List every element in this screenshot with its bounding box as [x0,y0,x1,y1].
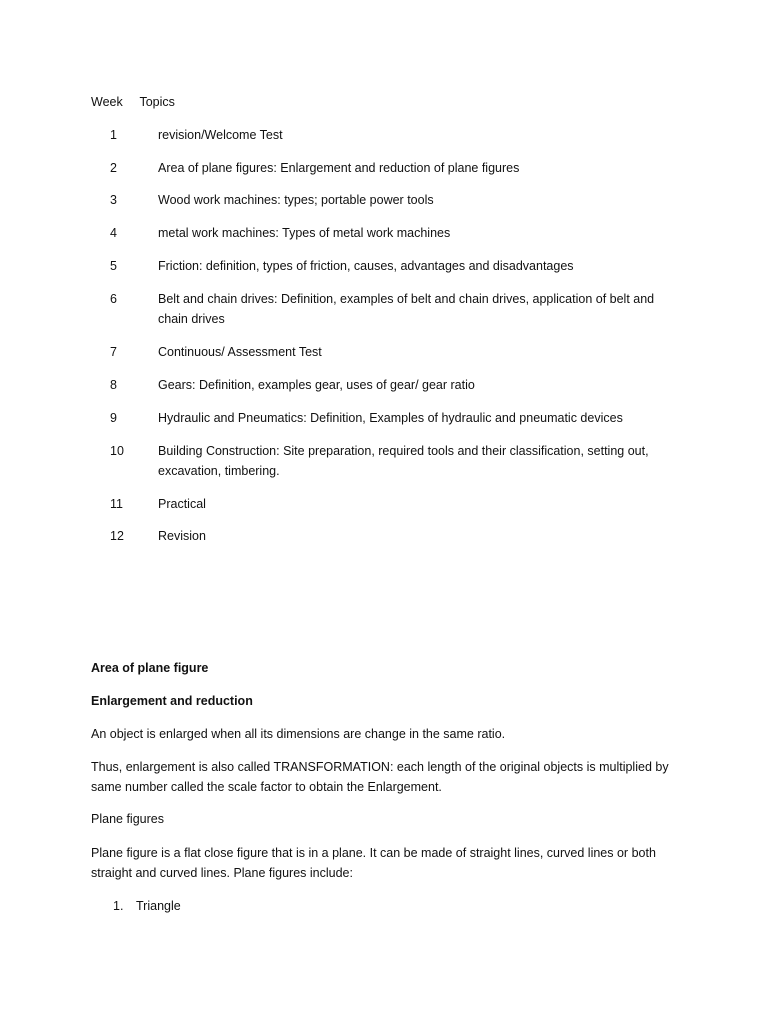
list-item-text: Triangle [136,899,181,913]
week-topic: Hydraulic and Pneumatics: Definition, Examples of hydraulic and pneumatic devices [158,411,623,425]
week-topic: Building Construction: Site preparation, required tools and their classification, setting out, excavation, timbering. [158,444,649,478]
week-number: 7 [110,345,117,359]
section-subheading: Enlargement and reduction [91,694,253,708]
week-topic: Friction: definition, types of friction, causes, advantages and disadvantages [158,259,574,273]
week-number: 3 [110,193,117,207]
paragraph: An object is enlarged when all its dimensions are change in the same ratio. [91,727,506,741]
week-number: 1 [110,128,117,142]
week-topic: Belt and chain drives: Definition, examples of belt and chain drives, application of belt and chain drives [158,292,655,326]
week-number: 5 [110,259,117,273]
list-item [113,896,181,916]
week-number: 8 [110,378,117,392]
week-topic: Practical [158,497,206,511]
section-heading: Area of plane figure [91,661,209,675]
week-number: 10 [110,444,124,458]
paragraph: Plane figure is a flat close figure that is in a plane. It can be made of straight lines, curved lines or both straight and curved lines. Plane figures include: [91,846,656,880]
week-topic: Revision [158,529,206,543]
week-topic: Wood work machines: types; portable power tools [158,193,434,207]
list-item-number: 1. [113,899,124,913]
week-number: 9 [110,411,117,425]
week-topic: revision/Welcome Test [158,128,283,142]
topics-column-header: Topics [139,95,175,109]
week-number: 12 [110,529,124,543]
week-number: 11 [110,497,123,511]
week-number: 4 [110,226,117,240]
schedule-header [91,94,175,110]
paragraph-heading: Plane figures [91,812,164,826]
week-topic: metal work machines: Types of metal work machines [158,226,451,240]
week-topic: Continuous/ Assessment Test [158,345,322,359]
week-number: 6 [110,292,117,306]
paragraph: Thus, enlargement is also called TRANSFORMATION: each length of the original objects is multiplied by same number called the scale factor to obtain the Enlargement. [91,760,669,794]
week-number: 2 [110,161,117,175]
week-topic: Area of plane figures: Enlargement and reduction of plane figures [158,161,520,175]
week-topic: Gears: Definition, examples gear, uses of gear/ gear ratio [158,378,475,392]
week-column-header: Week [91,95,123,109]
